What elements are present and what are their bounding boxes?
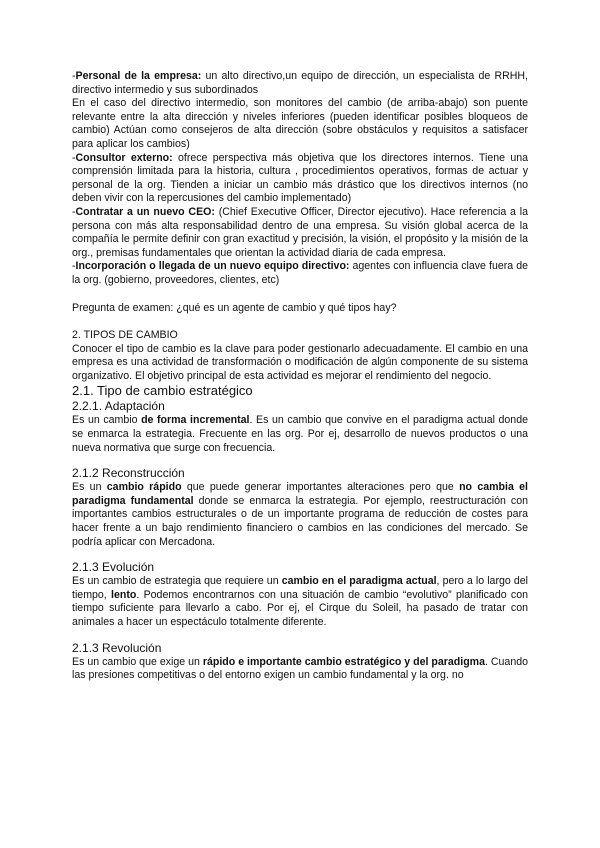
agent-text: un alto directivo,un equipo de dirección, un especialista de RRHH, directivo intermedio y sus subordinados	[72, 70, 529, 96]
section-intro: Conocer el tipo de cambio es la clave para poder gestionarlo adecuadamente. El cambio en una empresa es una actividad de transformación o modificación de algún componente de su sistema organizativo. El objetivo principal de esta actividad es mejorar el rendimiento del negocio.	[72, 342, 528, 382]
agent-item-new-team: -Incorporación o llegada de un nuevo equipo directivo: agentes con influencia clave fuera de la org. (gobierno, proveedores, clientes, etc)	[72, 260, 528, 286]
section-heading-tipos-de-cambio: 2. TIPOS DE CAMBIO	[72, 329, 178, 342]
page-content	[72, 70, 528, 683]
agent-text: (Chief Executive Officer, Director ejecutivo). Hace referencia a la persona con más alta responsabilidad dentro de una empresa. Su visión global acerca de la compañía le permite definir con gran exactitud y precisión, la visión, el propósito y la misión de la org., premisas fundamentales que orientan la actividad diaria de cada empresa.	[72, 205, 528, 259]
agent-text: agentes con influencia clave fuera de la org. (gobierno, proveedores, clientes, etc)	[72, 260, 528, 286]
paragraph-evolucion: Es un cambio de estrategia que requiere un cambio en el paradigma actual, pero a lo largo del tiempo, lento. Podemos encontrarnos con una situación de cambio “evolutivo” planificado con tiempo suficiente para llevarlo a cabo. Por ej, el Cirque du Soleil, ha pasado de tratar con animales a hacer un espectáculo totalmente diferente.	[72, 575, 528, 628]
agent-text: ofrece perspectiva más objetiva que los directores internos. Tiene una comprensión limitada para la historia, cultura , procedimientos operativos, formas de actuar y personal de la org. Tienden a iniciar un cambio más drástico que los directivos internos (no deben vivir con la repercusiones del cambio implementado)	[72, 151, 528, 205]
section-heading-strategic-change: 2.1. Tipo de cambio estratégico	[72, 383, 253, 399]
paragraph-revolucion: Es un cambio que exige un rápido e importante cambio estratégico y del paradigma. Cuando las presiones competitivas o del entorno exigen un cambio fundamental y la org. no	[72, 655, 528, 682]
paragraph-adaptacion: Es un cambio de forma incremental. Es un cambio que convive en el paradigma actual donde se enmarca la estrategia. Frecuente en las org. Por ej, desarrollo de nuevos productos o una nueva normativa que surge con frecuencia.	[72, 414, 528, 454]
heading-evolucion: 2.1.3 Evolución	[72, 560, 155, 575]
heading-adaptacion: 2.2.1. Adaptación	[72, 399, 165, 414]
paragraph-reconstruccion: Es un cambio rápido que puede generar importantes alteraciones pero que no cambia el paradigma fundamental donde se enmarca la estrategia. Por ejemplo, reestructuración con importantes cambios estructurales o de un importante programa de reducción de costes para hacer frente a un bajo rendimiento financiero o cambios en las condiciones del mercado. Se podría aplicar con Mercadona.	[72, 481, 528, 548]
agent-item-ceo: -Contratar a un nuevo CEO: (Chief Executive Officer, Director ejecutivo). Hace referencia a la persona con más alta responsabilidad dentro de una empresa. Su visión global acerca de la compañía le permite definir con gran exactitud y precisión, la visión, el propósito y la misión de la org., premisas fundamentales que orientan la actividad diaria de cada empresa.	[72, 205, 528, 259]
heading-reconstruccion: 2.1.2 Reconstrucción	[72, 466, 185, 481]
middle-manager-paragraph: En el caso del directivo intermedio, son monitores del cambio (de arriba-abajo) son puente relevante entre la alta dirección y niveles inferiores (pueden identificar posibles bloqueos de cambio) Actúan como consejeros de alta dirección (sobre obstáculos y requisitos a satisfacer para aplicar los cambios)	[72, 97, 528, 150]
agent-item-staff: -Personal de la empresa: un alto directivo,un equipo de dirección, un especialista de RRHH, directivo intermedio y sus subordinados	[72, 70, 529, 96]
agent-term: Contratar a un nuevo CEO:	[75, 205, 215, 218]
agent-term: Consultor externo:	[75, 151, 173, 164]
exam-question: Pregunta de examen: ¿qué es un agente de cambio y qué tipos hay?	[72, 301, 397, 314]
agent-term: Incorporación o llegada de un nuevo equipo directivo:	[75, 260, 350, 273]
agent-term: Personal de la empresa:	[75, 70, 202, 82]
heading-revolucion: 2.1.3 Revolución	[72, 640, 162, 655]
agent-item-consultant: -Consultor externo: ofrece perspectiva más objetiva que los directores internos. Tiene una comprensión limitada para la historia, cultura , procedimientos operativos, formas de actuar y personal de la org. Tienden a iniciar un cambio más drástico que los directivos internos (no deben vivir con la repercusiones del cambio implementado)	[72, 151, 528, 205]
